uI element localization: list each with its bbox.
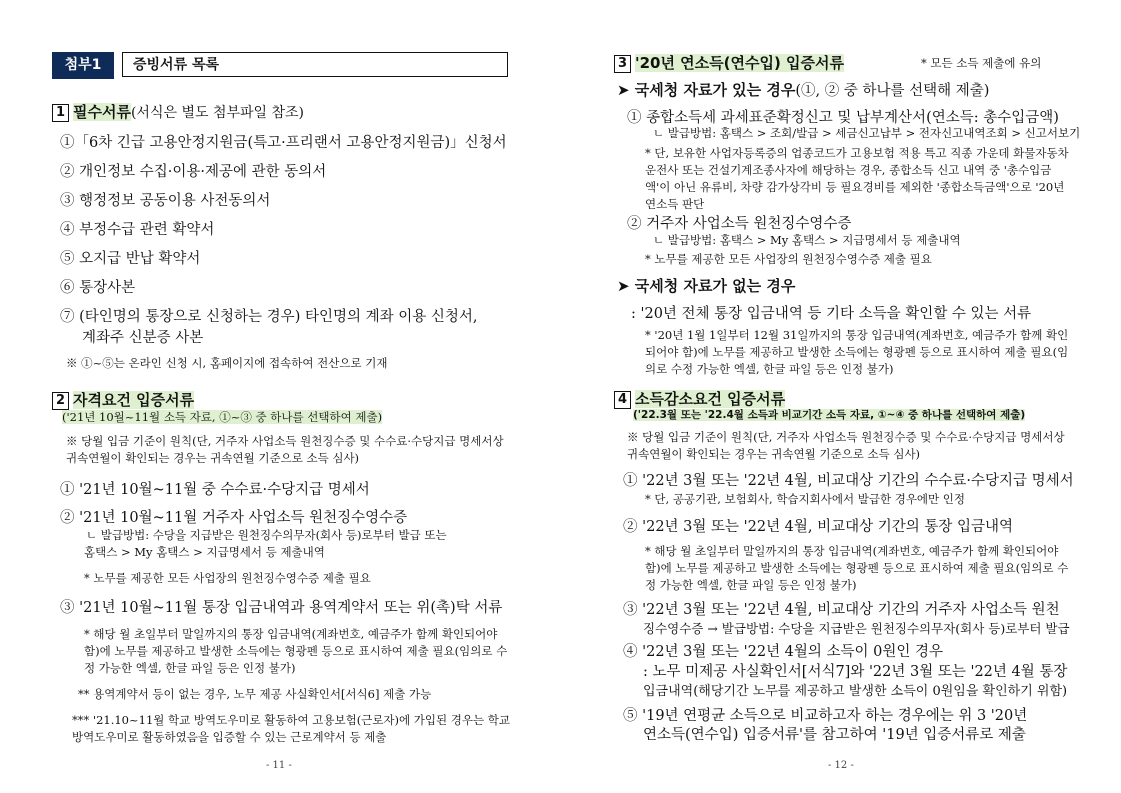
- list-item: ② '22년 3월 또는 '22년 4월, 비교대상 기간의 통장 입금내역: [623, 519, 1014, 535]
- issue-method: 홈택스 > My 홈택스 > 지급명세서 등 제출내역: [84, 545, 325, 559]
- page-11: [0, 0, 560, 793]
- section-note: (서식은 별도 첨부파일 참조): [130, 105, 305, 121]
- note: ** 용역계약서 등이 없는 경우, 노무 제공 사실확인서[서식6] 제출 가능: [78, 687, 432, 701]
- note: * 해당 월 초일부터 말일까지의 통장 입금내역(계좌번호, 예금주가 함께 확인되어야 함)에 노무를 제공하고 발생한 소득에는 형광펜 등으로 표시하여 제출 필요(임의로 수정 가능한 엑셀, 한글 파일 등은 인정 불가): [645, 544, 1069, 592]
- list-item: ⑤ '19년 연평균 소득으로 비교하고자 하는 경우에는 위 3 '20년: [623, 708, 1028, 724]
- list-item: ③ '22년 3월 또는 '22년 4월, 비교대상 기간의 거주자 사업소득 원천: [623, 602, 1060, 618]
- arrow-icon: ➤: [617, 81, 635, 99]
- section-number: 1: [52, 104, 69, 122]
- list-item: ② '21년 10월~11월 거주자 사업소득 원천징수영수증: [60, 510, 408, 526]
- note: * 단, 보유한 사업자등록증의 업종코드가 고용보험 적용 특고 직종 가운데 화물자동차운전사 또는 건설기계조종사자에 해당하는 경우, 종합소득 신고 내역 중 '총수입금액'이 아닌 유류비, 차량 감가상각비 등 필요경비를 제외한 '종합소득금액'으로 '20년 연소득 판단: [645, 146, 1069, 211]
- section-title: 자격요건 입증서류: [73, 391, 195, 409]
- section-number: 2: [52, 392, 69, 410]
- issue-method: ㄴ 발급방법: 홈택스 > 조회/발급 > 세금신고납부 > 전자신고내역조회 > 신고서보기: [653, 126, 1081, 140]
- list-item-continued: 계좌주 신분증 사본: [82, 330, 204, 346]
- list-item: ① 종합소득세 과세표준확정신고 및 납부계산서(연소득: 총수입금액): [627, 110, 1059, 126]
- note: * 해당 월 초일부터 말일까지의 통장 입금내역(계좌번호, 예금주가 함께 확인되어야 함)에 노무를 제공하고 발생한 소득에는 형광펜 등으로 표시하여 제출 필요(임의로 수정 가능한 엑셀, 한글 파일 등은 인정 불가): [84, 627, 508, 675]
- list-item: ③ '21년 10월~11월 통장 입금내역과 용역계약서 또는 위(촉)탁 서류: [60, 600, 503, 616]
- issue-method: ㄴ 발급방법: 홈택스 > My 홈택스 > 지급명세서 등 제출내역: [653, 233, 961, 247]
- list-item-continued: 연소득(연수입) 입증서류'를 참고하여 '19년 입증서류로 제출: [643, 727, 1026, 743]
- list-item: ① '22년 3월 또는 '22년 4월, 비교대상 기간의 수수료·수당지급 명세서: [623, 473, 1074, 489]
- section-subtitle: ('22.3월 또는 '22.4월 소득과 비교기간 소득 자료, ①~④ 중 하나를 선택하여 제출): [633, 409, 1026, 421]
- note: ※ 당월 입금 기준이 원칙(단, 거주자 사업소득 원천징수증 및 수수료·수당지급 명세서상 귀속연월이 확인되는 경우는 귀속연월 기준으로 소득 심사): [627, 430, 1065, 461]
- case-nts-data-unavailable: ➤ 국세청 자료가 없는 경우: [617, 277, 796, 295]
- section-number: 3: [614, 55, 631, 73]
- note: * 단, 공공기관, 보험회사, 학습지회사에서 발급한 경우에만 인정: [645, 492, 966, 506]
- list-item-continued: 입금내역(해당기간 노무를 제공하고 발생한 소득이 0원임을 확인하기 위함): [643, 684, 1068, 699]
- note: ※ 당월 입금 기준이 원칙(단, 거주자 사업소득 원천징수증 및 수수료·수당지급 명세서상 귀속연월이 확인되는 경우는 귀속연월 기준으로 소득 심사): [66, 434, 504, 465]
- section-title: '20년 연소득(연수입) 입증서류: [635, 54, 845, 72]
- section-aside: * 모든 소득 제출에 유의: [921, 56, 1042, 70]
- list-item: ①「6차 긴급 고용안정지원금(특고·프리랜서 고용안정지원금)」신청서: [60, 135, 507, 151]
- section-title: 필수서류: [73, 103, 131, 121]
- arrow-icon: ➤: [617, 277, 635, 295]
- note: * 노무를 제공한 모든 사업장의 원천징수영수증 제출 필요: [84, 571, 371, 585]
- list-item: ⑤ 오지급 반납 확약서: [60, 251, 201, 267]
- section-eligibility-docs: [52, 389, 194, 410]
- attachment-title: 증빙서류 목록: [122, 52, 508, 77]
- section-income-decrease-docs: [614, 388, 785, 409]
- page-number: - 12 -: [828, 760, 854, 771]
- list-item-continued: 징수영수증 → 발급방법: 수당을 지급받은 원천징수의무자(회사 등)로부터 발급: [643, 621, 1070, 636]
- list-item: ③ 행정정보 공동이용 사전동의서: [60, 193, 271, 209]
- case-nts-data-available: ➤ 국세청 자료가 있는 경우(①, ② 중 하나를 선택해 제출): [617, 81, 990, 99]
- note: *** '21.10~11월 학교 방역도우미로 활동하여 고용보험(근로자)에 가입된 경우는 학교 방역도우미로 활동하였음을 입증할 수 있는 근로계약서 등 제출: [72, 713, 510, 744]
- case-description: : '20년 전체 통장 입금내역 등 기타 소득을 확인할 수 있는 서류: [631, 306, 1032, 322]
- note: * '20년 1월 1일부터 12월 31일까지의 통장 입금내역(계좌번호, 예금주가 함께 확인되어야 함)에 노무를 제공하고 발생한 소득에는 형광펜 등으로 표시하여 제출 필요(임의로 수정 가능한 엑셀, 한글 파일 등은 인정 불가): [645, 328, 1069, 376]
- list-item: ④ 부정수급 관련 확약서: [60, 222, 215, 238]
- note: ※ ①~⑤는 온라인 신청 시, 홈페이지에 접속하여 전산으로 기재: [66, 356, 388, 370]
- list-item-continued: : 노무 미제공 사실확인서[서식7]와 '22년 3월 또는 '22년 4월 통장: [643, 664, 1068, 680]
- list-item: ⑦ (타인명의 통장으로 신청하는 경우) 타인명의 계좌 이용 신청서,: [60, 309, 478, 325]
- list-item: ② 개인정보 수집·이용·제공에 관한 동의서: [60, 164, 327, 180]
- list-item: ② 거주자 사업소득 원천징수영수증: [627, 216, 852, 232]
- page-12: [561, 0, 1121, 793]
- list-item: ① '21년 10월~11월 중 수수료·수당지급 명세서: [60, 482, 370, 498]
- section-number: 4: [614, 391, 631, 409]
- page-number: - 11 -: [266, 760, 292, 771]
- section-title: 소득감소요건 입증서류: [635, 390, 786, 408]
- section-required-docs: [52, 101, 304, 122]
- list-item: ④ '22년 3월 또는 '22년 4월의 소득이 0원인 경우: [623, 644, 944, 660]
- list-item: ⑥ 통장사본: [60, 280, 136, 296]
- section-subtitle: ('21년 10월~11월 소득 자료, ①~③ 중 하나를 선택하여 제출): [62, 410, 383, 424]
- issue-method: ㄴ 발급방법: 수당을 지급받은 원천징수의무자(회사 등)로부터 발급 또는: [86, 528, 447, 542]
- section-annual-income-docs: [614, 52, 844, 73]
- note: * 노무를 제공한 모든 사업장의 원천징수영수증 제출 필요: [645, 252, 932, 266]
- attachment-label: 첨부1: [52, 52, 114, 79]
